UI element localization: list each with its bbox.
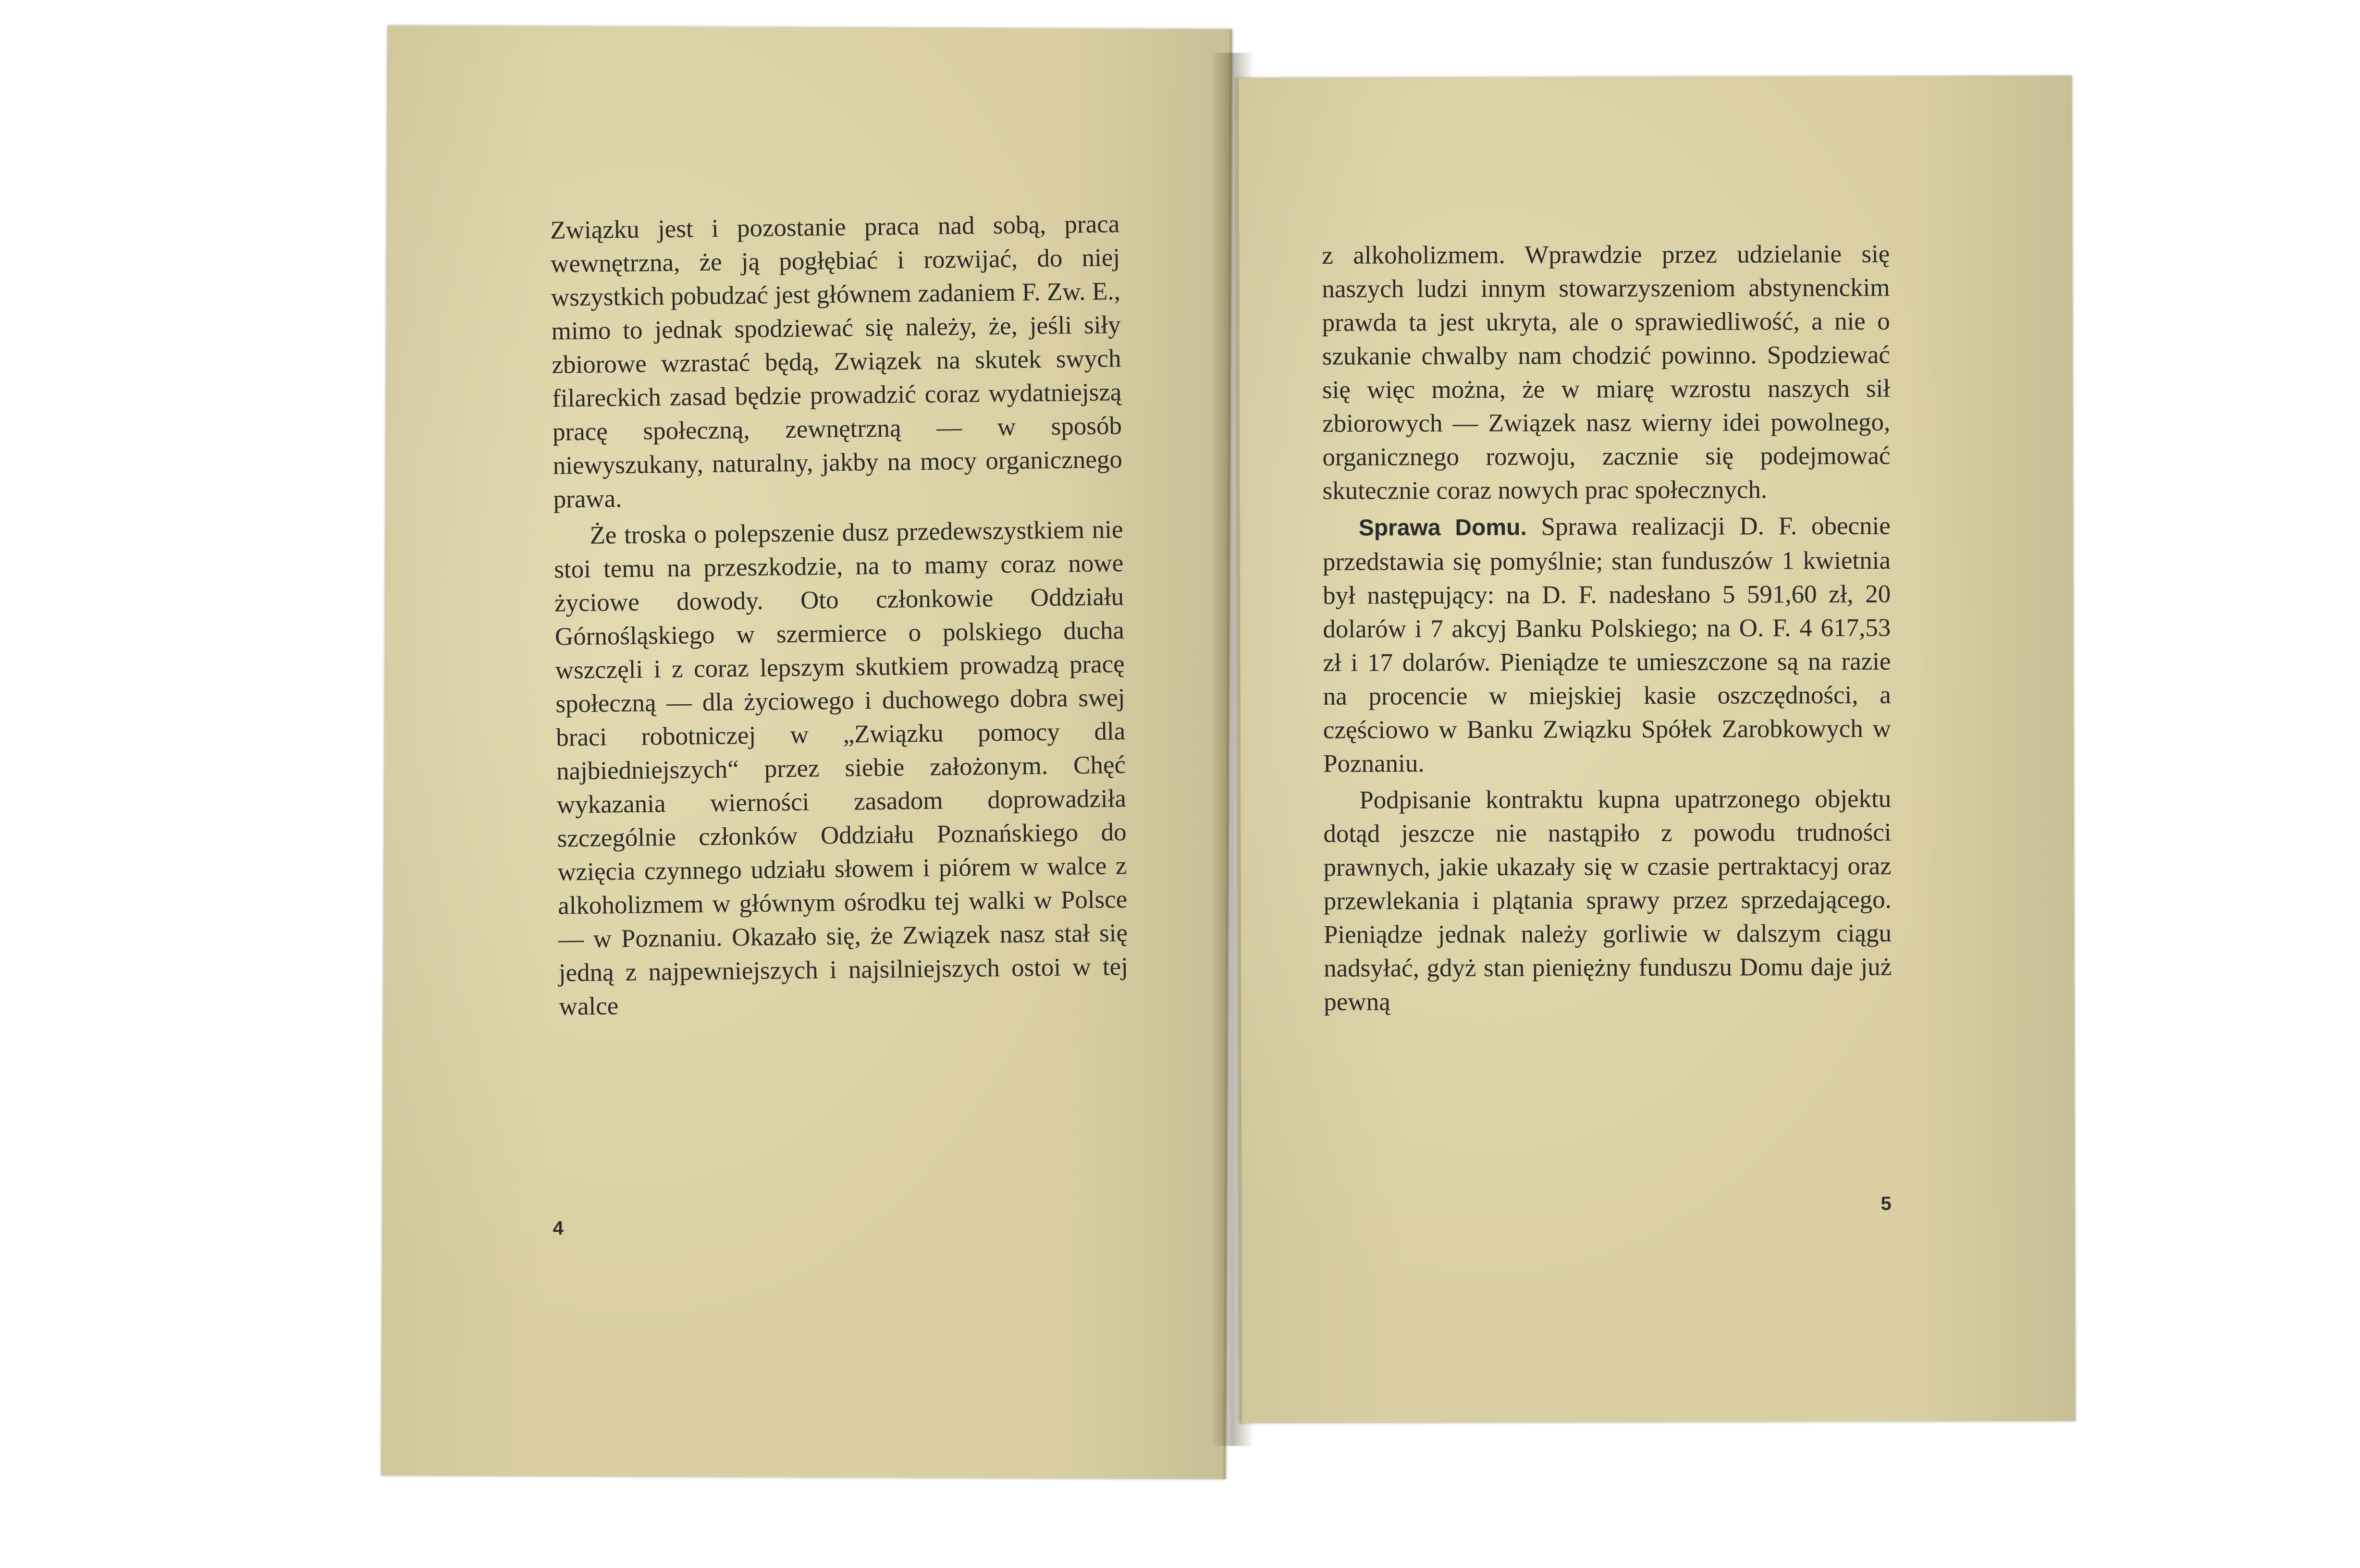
left-page-text: [550, 207, 1129, 1023]
left-page: [381, 25, 1232, 1479]
page-number-left: 4: [553, 1217, 564, 1239]
right-paragraph-2: [1323, 509, 1891, 781]
right-paragraph-2-text: Sprawa realizacji D. F. obecnie przedstawia się pomyślnie; stan funduszów 1 kwietnia był następujący: na D. F. nadesłano 5 591,60 zł, 20 dolarów i 7 akcyj Banku Polskiego; na O. F. 4 617,53 zł i 17 dolarów. Pieniądze te umieszczone są na razie na procencie w miejskiej kasie oszczędności, a częściowo w Banku Związku Spółek Zarobkowych w Poznaniu.: [1322, 512, 1891, 778]
right-paragraph-3: Podpisanie kontraktu kupna upatrzonego objektu dotąd jeszcze nie nastąpiło z powodu trudności prawnych, jakie ukazały się w czasie pertraktacyj oraz przewlekania i plątania sprawy przez sprzedającego. Pieniądze jednak należy gorliwie w dalszym ciągu nadsyłać, gdyż stan pieniężny funduszu Domu daje już pewną: [1323, 784, 1892, 1016]
right-page-text: [1322, 237, 1892, 1019]
left-paragraph-1: Związku jest i pozostanie praca nad sobą, praca wewnętrzna, że ją pogłębiać i rozwijać, do niej wszystkich pobudzać jest głównem zadaniem F. Zw. E., mimo to jednak spodziewać się należy, że, jeśli siły zbiorowe wzrastać będą, Związek na skutek swych filareckich zasad będzie prowadzić coraz wydatniejszą pracę społeczną, zewnętrzną — w sposób niewyszukany, naturalny, jakby na mocy organicznego prawa.: [550, 210, 1123, 514]
section-heading-sprawa-domu: Sprawa Domu.: [1358, 514, 1527, 541]
page-number-right: 5: [1881, 1193, 1892, 1214]
left-paragraph-2: Że troska o polepszenie dusz przedewszystkiem nie stoi temu na przeszkodzie, na to mamy coraz nowe życiowe dowody. Oto członkowie Oddziału Górnośląskiego w szermierce o polskiego ducha wszczęli i z coraz lepszym skutkiem prowadzą pracę społeczną — dla życiowego i duchowego dobra swej braci robotniczej w „Związku pomocy dla najbiedniejszych“ przez siebie założonym. Chęć wykazania wierności zasadom doprowadziła szczególnie członków Oddziału Poznańskiego do wzięcia czynnego udziału słowem i piórem w walce z alkoholizmem w głównym ośrodku tej walki w Polsce — w Poznaniu. Okazało się, że Związek nasz stał się jedną z najpewniejszych i najsilniejszych ostoi w tej walce: [553, 515, 1129, 1021]
right-page: [1236, 76, 2075, 1423]
right-paragraph-1: z alkoholizmem. Wprawdzie przez udzielanie się naszych ludzi innym stowarzyszeniom abstynenckim prawda ta jest ukryta, ale o sprawiedliwość, a nie o szukanie chwalby nam chodzić powinno. Spodziewać się więc można, że w miarę wzrostu naszych sił zbiorowych — Związek nasz wierny idei powolnego, organicznego rozwoju, zacznie się podejmować skutecznie coraz nowych prac społecznych.: [1322, 240, 1891, 505]
